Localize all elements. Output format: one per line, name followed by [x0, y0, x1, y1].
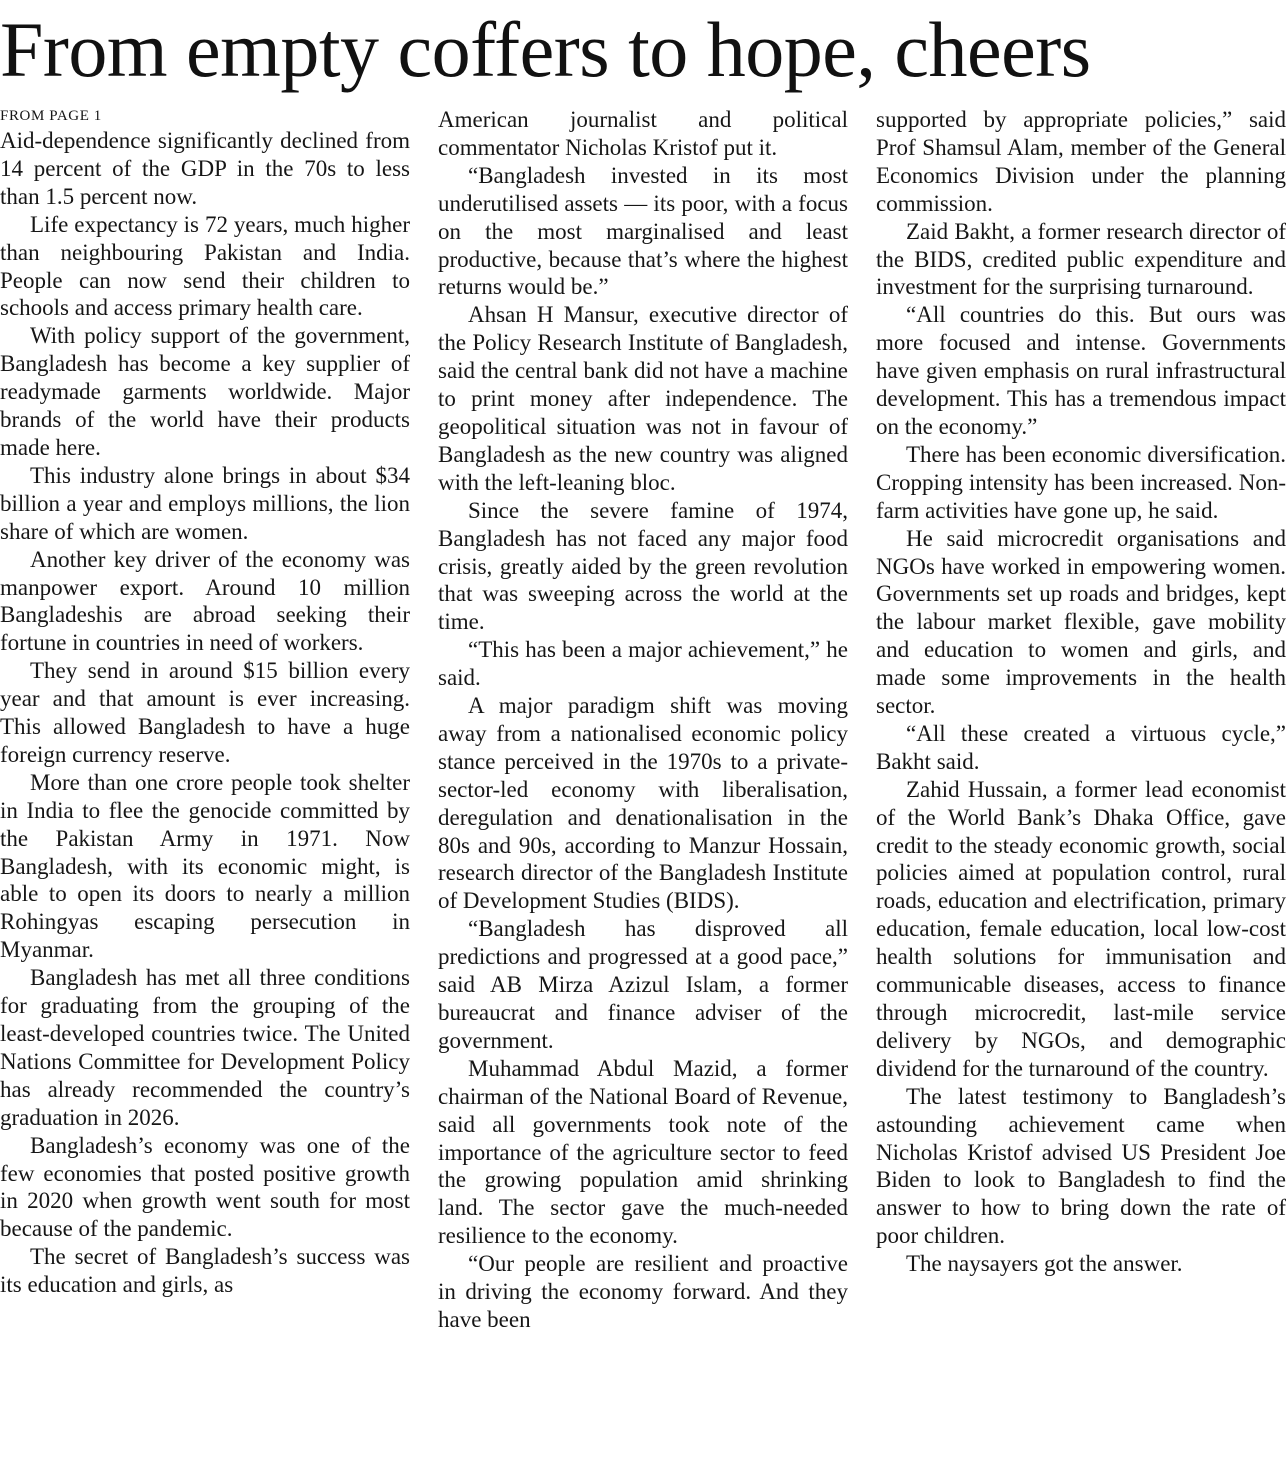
headline: From empty coffers to hope, cheers [0, 6, 1091, 93]
paragraph: There has been economic diversification. Cropping intensity has been increased. Non-farm activities have gone up, he said. [876, 441, 1286, 523]
paragraph: “All these created a virtuous cycle,” Bakht said. [876, 720, 1286, 774]
paragraph: Ahsan H Mansur, executive director of the Policy Research Institute of Bangladesh, said the central bank did not have a machine to print money after independence. The geopolitical situation was not in favour of Bangladesh as the new country was aligned with the left-leaning bloc. [438, 302, 848, 495]
article-column-3 [876, 106, 1286, 1456]
paragraph: Life expectancy is 72 years, much higher than neighbouring Pakistan and India. People can now send their children to schools and access primary health care. [0, 211, 410, 321]
paragraph: Muhammad Abdul Mazid, a former chairman of the National Board of Revenue, said all governments took note of the importance of the agriculture sector to feed the growing population amid shrinking land. The sector gave the much-needed resilience to the economy. [438, 1055, 848, 1249]
paragraph: Zaid Bakht, a former research director of the BIDS, credited public expenditure and investment for the surprising turnaround. [876, 218, 1286, 300]
paragraph: A major paradigm shift was moving away from a nationalised economic policy stance perceived in the 1970s to a private-sector-led economy with liberalisation, deregulation and denationalisation in the 80s and 90s, according to Manzur Hossain, research director of the Bangladesh Institute of Development Studies (BIDS). [438, 693, 848, 914]
paragraph: The secret of Bangladesh’s success was its education and girls, as [0, 1244, 410, 1298]
paragraph: “All countries do this. But ours was more focused and intense. Governments have given emphasis on rural infrastructural development. This has a tremendous impact on the economy.” [876, 302, 1286, 439]
paragraph: They send in around $15 billion every year and that amount is ever increasing. This allowed Bangladesh to have a huge foreign currency reserve. [0, 658, 410, 767]
paragraph: “Bangladesh has disproved all predictions and progressed at a good pace,” said AB Mirza Azizul Islam, a former bureaucrat and finance adviser of the government. [438, 916, 848, 1053]
article-column-1 [0, 106, 410, 1456]
paragraph: He said microcredit organisations and NGOs have worked in empowering women. Governments set up roads and bridges, kept the labour market flexible, gave mobility and education to women and girls, and made some improvements in the health sector. [876, 525, 1286, 719]
paragraph: Zahid Hussain, a former lead economist of the World Bank’s Dhaka Office, gave credit to the steady economic growth, social policies aimed at population control, rural roads, education and electrification, primary education, female education, local low-cost health solutions for immunisation and communicable diseases, access to finance through microcredit, last-mile service delivery by NGOs, and demographic dividend for the turnaround of the country. [876, 776, 1286, 1081]
continued-from-label: FROM PAGE 1 [0, 108, 102, 124]
paragraph: This industry alone brings in about $34 billion a year and employs millions, the lion share of which are women. [0, 462, 410, 544]
paragraph: American journalist and political commentator Nicholas Kristof put it. [438, 107, 848, 160]
paragraph: “This has been a major achievement,” he said. [438, 637, 848, 691]
paragraph: Aid-dependence significantly declined from 14 percent of the GDP in the 70s to less than 1.5 percent now. [0, 128, 410, 209]
paragraph: The naysayers got the answer. [906, 1251, 1183, 1277]
paragraph: Another key driver of the economy was manpower export. Around 10 million Bangladeshis are abroad seeking their fortune in countries in need of workers. [0, 546, 410, 656]
paragraph: With policy support of the government, Bangladesh has become a key supplier of readymade garments worldwide. Major brands of the world have their products made here. [0, 323, 410, 460]
paragraph: “Our people are resilient and proactive in driving the economy forward. And they have been [438, 1251, 848, 1332]
paragraph: Since the severe famine of 1974, Bangladesh has not faced any major food crisis, greatly aided by the green revolution that was sweeping across the world at the time. [438, 497, 848, 635]
paragraph: Bangladesh’s economy was one of the few economies that posted positive growth in 2020 when growth went south for most because of the pandemic. [0, 1132, 410, 1242]
paragraph: The latest testimony to Bangladesh’s astounding achievement came when Nicholas Kristof advised US President Joe Biden to look to Bangladesh to find the answer to how to bring down the rate of poor children. [876, 1083, 1286, 1249]
paragraph: “Bangladesh invested in its most underutilised assets — its poor, with a focus on the most marginalised and least productive, because that’s where the highest returns would be.” [438, 162, 848, 300]
article-column-2 [438, 106, 848, 1456]
paragraph: More than one crore people took shelter in India to flee the genocide committed by the Pakistan Army in 1971. Now Bangladesh, with its economic might, is able to open its doors to nearly a million Rohingyas escaping persecution in Myanmar. [0, 769, 410, 963]
paragraph: supported by appropriate policies,” said Prof Shamsul Alam, member of the General Economics Division under the planning commission. [876, 107, 1286, 216]
paragraph: Bangladesh has met all three conditions for graduating from the grouping of the least-developed countries twice. The United Nations Committee for Development Policy has already recommended the country’s graduation in 2026. [0, 965, 410, 1130]
